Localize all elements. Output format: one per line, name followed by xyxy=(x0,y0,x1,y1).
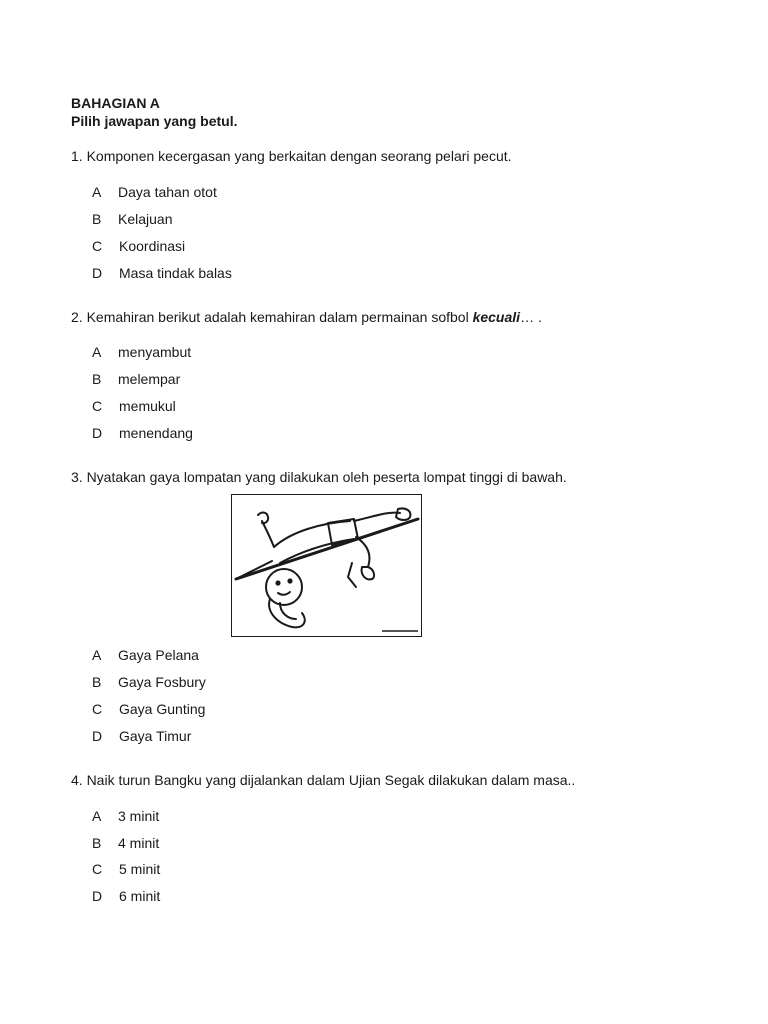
head xyxy=(266,569,302,605)
option-letter: A xyxy=(92,808,102,824)
high-jump-illustration xyxy=(231,494,422,637)
right-eye xyxy=(288,579,291,582)
section-title: BAHAGIAN A xyxy=(71,95,160,111)
option-letter: D xyxy=(92,425,103,441)
option-text: menendang xyxy=(119,425,193,441)
option-text: melempar xyxy=(118,371,181,387)
question-2-stem-prefix: 2. Kemahiran berikut adalah kemahiran dalam permainan sofbol xyxy=(71,309,473,325)
question-3-stem: 3. Nyatakan gaya lompatan yang dilakukan oleh peserta lompat tinggi di bawah. xyxy=(71,469,567,485)
question-1-stem: 1. Komponen kecergasan yang berkaitan dengan seorang pelari pecut. xyxy=(71,148,512,164)
option-text: Daya tahan otot xyxy=(118,184,217,200)
option-letter: C xyxy=(92,398,103,414)
high-jump-drawing xyxy=(232,495,420,635)
section-instruction: Pilih jawapan yang betul. xyxy=(71,113,238,129)
option-text: menyambut xyxy=(118,344,192,360)
question-2-stem-emphasis: kecuali xyxy=(472,309,521,325)
option-letter: C xyxy=(92,701,103,717)
option-text: memukul xyxy=(119,398,176,414)
option-letter: B xyxy=(92,371,102,387)
option-text: Kelajuan xyxy=(118,211,173,227)
left-eye xyxy=(276,581,279,584)
question-2-stem-suffix: … . xyxy=(520,309,542,325)
option-text: Gaya Timur xyxy=(119,728,192,744)
shoe-upper xyxy=(396,508,410,520)
option-text: Gaya Fosbury xyxy=(118,674,206,690)
option-text: Gaya Pelana xyxy=(118,647,199,663)
option-text: 4 minit xyxy=(118,835,160,851)
leg-upper xyxy=(354,513,400,521)
raised-arm xyxy=(262,521,274,547)
option-letter: A xyxy=(92,647,102,663)
option-letter: A xyxy=(92,344,102,360)
shoe-lace xyxy=(348,563,356,587)
option-letter: B xyxy=(92,211,102,227)
option-letter: D xyxy=(92,265,103,281)
option-letter: C xyxy=(92,861,103,877)
crossbar xyxy=(236,519,418,579)
option-text: Gaya Gunting xyxy=(119,701,206,717)
question-2-stem xyxy=(71,309,542,326)
option-letter: D xyxy=(92,728,103,744)
option-letter: B xyxy=(92,835,102,851)
leg-lower xyxy=(356,537,370,567)
option-text: Masa tindak balas xyxy=(119,265,232,281)
option-text: Koordinasi xyxy=(119,238,186,254)
question-4-stem: 4. Naik turun Bangku yang dijalankan dalam Ujian Segak dilakukan dalam masa.. xyxy=(71,772,576,788)
option-letter: B xyxy=(92,674,102,690)
smile xyxy=(278,592,290,595)
option-letter: C xyxy=(92,238,103,254)
shoe-lower xyxy=(362,567,374,579)
option-text: 5 minit xyxy=(119,861,161,877)
option-letter: D xyxy=(92,888,103,904)
option-text: 3 minit xyxy=(118,808,160,824)
option-text: 6 minit xyxy=(119,888,161,904)
option-letter: A xyxy=(92,184,102,200)
